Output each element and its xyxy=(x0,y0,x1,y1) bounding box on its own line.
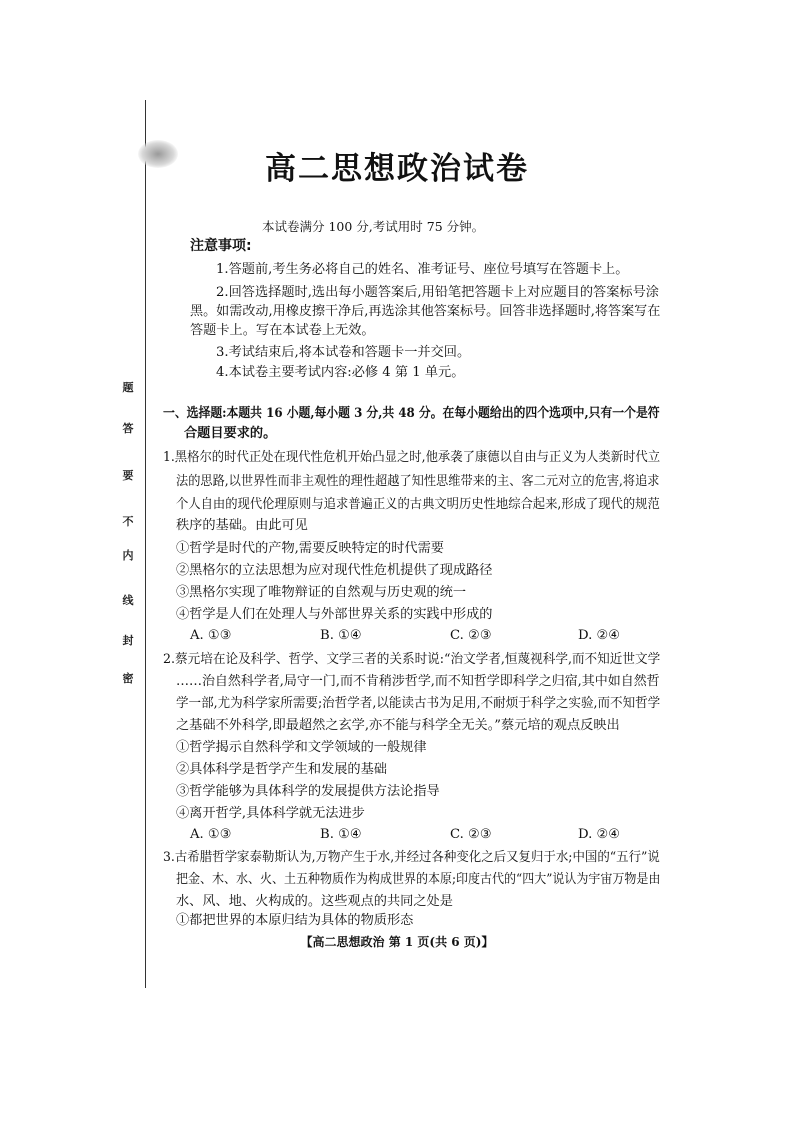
binding-char: 线 xyxy=(122,594,134,607)
binding-char: 内 xyxy=(122,549,134,562)
option-a: A. ①③ xyxy=(190,827,232,842)
question-stem: 1.黑格尔的时代正处在现代性危机开始凸显之时,他承袭了康德以自由与正义为人类新时代立 xyxy=(163,450,661,465)
question-stem: ……治自然科学者,局守一门,而不肯稍涉哲学,而不知哲学即科学之归宿,其中如自然哲 xyxy=(176,674,660,689)
question-stem: 法的思路,以世界性而非主观性的理性超越了知性思维带来的主、客二元对立的危害,将追求 xyxy=(176,474,660,489)
question-item: ④离开哲学,具体科学就无法进步 xyxy=(176,806,365,821)
question-item: ①哲学揭示自然科学和文学领域的一般规律 xyxy=(176,740,427,755)
section-heading: 一、选择题:本题共 16 小题,每小题 3 分,共 48 分。在每小题给出的四个选项中,只有一个是符 xyxy=(163,406,660,421)
question-item: ③黑格尔实现了唯物辩证的自然观与历史观的统一 xyxy=(176,585,467,600)
notice-line: 答题卡上。写在本试卷上无效。 xyxy=(190,323,375,338)
binding-line xyxy=(145,100,146,988)
notice-line: 4.本试卷主要考试内容:必修 4 第 1 单元。 xyxy=(216,365,465,380)
exam-info: 本试卷满分 100 分,考试用时 75 分钟。 xyxy=(262,219,485,234)
question-item: ③哲学能够为具体科学的发展提供方法论指导 xyxy=(176,784,440,799)
question-stem: 2.蔡元培在论及科学、哲学、文学三者的关系时说:“治文学者,恒蔑视科学,而不知近世文学 xyxy=(163,652,661,667)
question-item: ④哲学是人们在处理人与外部世界关系的实践中形成的 xyxy=(176,607,493,622)
binding-char: 密 xyxy=(122,672,134,685)
question-stem: 水、风、地、火构成的。这些观点的共同之处是 xyxy=(176,894,453,909)
question-item: ②具体科学是哲学产生和发展的基础 xyxy=(176,762,387,777)
page-footer: 【高二思想政治 第 1 页(共 6 页)】 xyxy=(300,935,494,949)
option-b: B. ①④ xyxy=(320,628,362,643)
question-item: ①哲学是时代的产物,需要反映特定的时代需要 xyxy=(176,541,444,556)
notice-line: 2.回答选择题时,选出每小题答案后,用铅笔把答题卡上对应题目的答案标号涂 xyxy=(216,285,659,300)
section-heading: 合题目要求的。 xyxy=(184,426,277,441)
notice-line: 3.考试结束后,将本试卷和答题卡一并交回。 xyxy=(216,345,471,360)
question-stem: 3.古希腊哲学家泰勒斯认为,万物产生于水,并经过各种变化之后又复归于水;中国的“五行”说 xyxy=(163,850,660,865)
option-b: B. ①④ xyxy=(320,827,362,842)
binding-char: 封 xyxy=(122,634,134,647)
binding-char: 答 xyxy=(122,422,134,435)
question-stem: 把金、木、水、火、土五种物质作为构成世界的本原;印度古代的“四大”说认为宇宙万物是由 xyxy=(176,872,661,887)
question-stem: 之基础不外科学,即最超然之玄学,亦不能与科学全无关。”蔡元培的观点反映出 xyxy=(176,718,620,733)
option-a: A. ①③ xyxy=(190,628,232,643)
binding-char: 要 xyxy=(122,469,134,482)
option-d: D. ②④ xyxy=(578,628,621,643)
binding-char: 题 xyxy=(122,381,134,394)
question-item: ②黑格尔的立法思想为应对现代性危机提供了现成路径 xyxy=(176,563,493,578)
option-c: C. ②③ xyxy=(450,628,492,643)
page-title: 高二思想政治试卷 xyxy=(265,151,529,187)
question-stem: 个人自由的现代伦理原则与追求普遍正义的古典文明历史性地综合起来,形成了现代的规范 xyxy=(176,497,660,512)
binding-char: 不 xyxy=(122,515,134,528)
question-stem: 学一部,尤为科学家所需要;治哲学者,以能读古书为足用,不耐烦于科学之实验,而不知哲学 xyxy=(176,696,661,711)
question-item: ①都把世界的本原归结为具体的物质形态 xyxy=(176,913,414,928)
notice-heading: 注意事项: xyxy=(190,238,252,254)
option-c: C. ②③ xyxy=(450,827,492,842)
option-d: D. ②④ xyxy=(578,827,621,842)
question-stem: 秩序的基础。由此可见 xyxy=(176,518,308,533)
notice-line: 黑。如需改动,用橡皮擦干净后,再选涂其他答案标号。回答非选择题时,将答案写在 xyxy=(190,304,661,319)
notice-line: 1.答题前,考生务必将自己的姓名、准考证号、座位号填写在答题卡上。 xyxy=(216,262,629,277)
